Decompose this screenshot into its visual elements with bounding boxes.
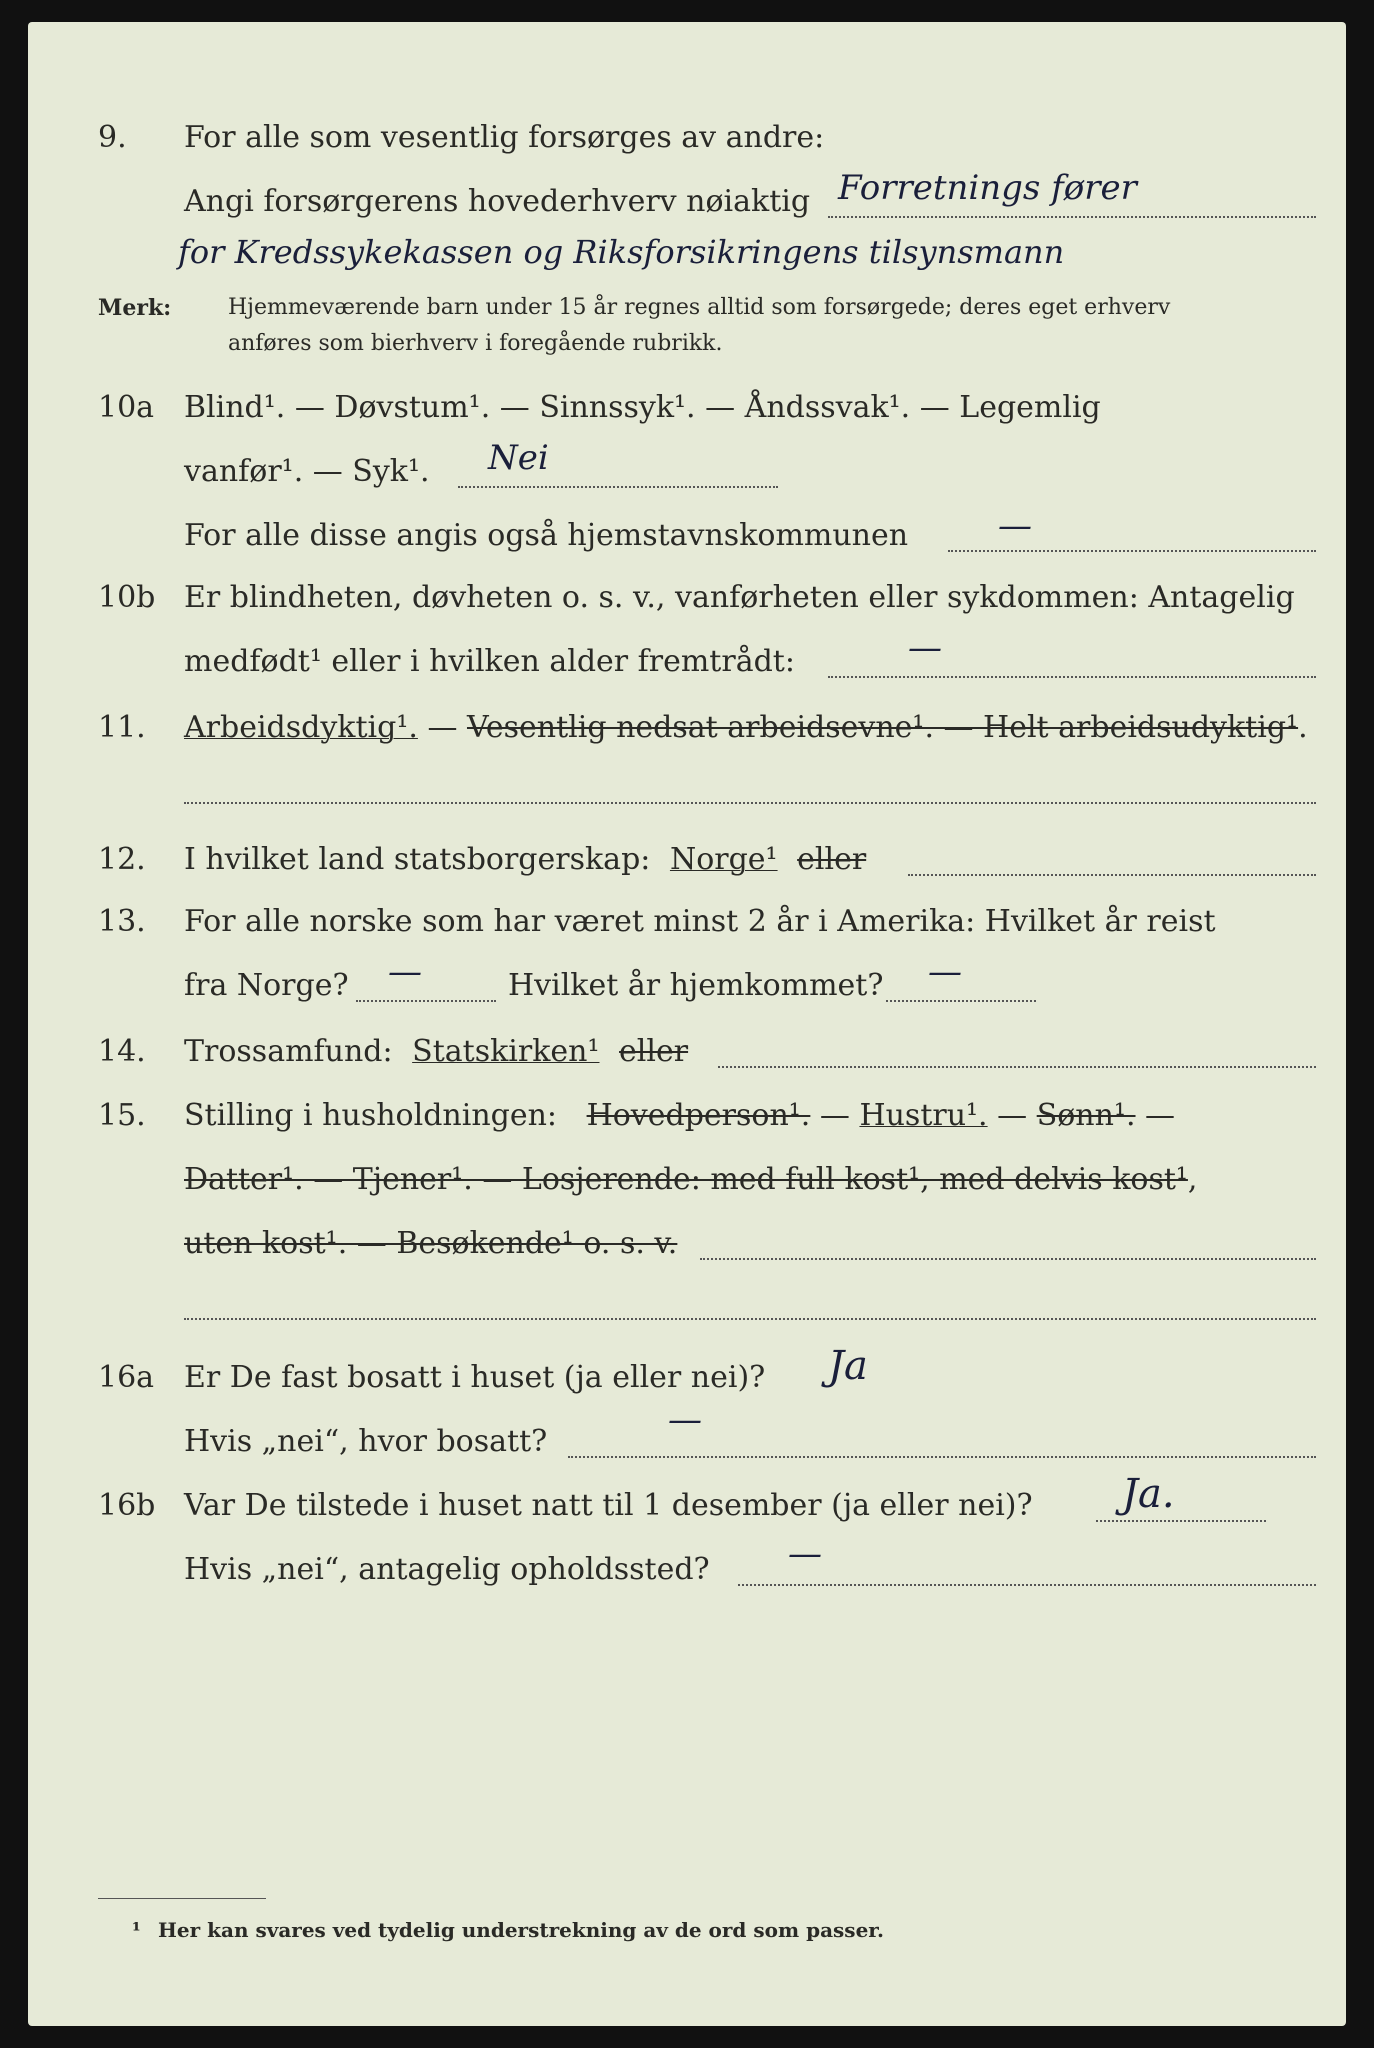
- note-label: Merk:: [98, 295, 172, 321]
- footnote-rule: [98, 1898, 266, 1899]
- question-text: Hvis „nei“, hvor bosatt?: [184, 1424, 548, 1459]
- answer-line: [356, 1000, 496, 1002]
- note-text: anføres som bierhverv i foregående rubrikk.: [228, 331, 723, 356]
- census-form-page: [28, 22, 1346, 2026]
- answer-line: [828, 676, 1316, 678]
- handwritten-answer: Ja: [828, 1343, 868, 1389]
- question-number: 16a: [98, 1360, 155, 1395]
- question-text: vanfør¹. — Syk¹.: [184, 454, 430, 489]
- question-text: For alle disse angis også hjemstavnskommunen: [184, 518, 909, 553]
- answer-line: [1096, 1520, 1266, 1522]
- option-struck: eller: [619, 1034, 689, 1069]
- separator: —: [987, 1098, 1037, 1133]
- question-number: 9.: [98, 120, 127, 155]
- separator: —: [1135, 1098, 1176, 1133]
- question-text: fra Norge?: [184, 968, 349, 1003]
- footnote-mark: ¹: [132, 1918, 141, 1942]
- end-mark: .: [1298, 710, 1308, 745]
- question-text: For alle norske som har været minst 2 år i Amerika: Hvilket år reist: [184, 904, 1216, 939]
- option-selected: Arbeidsdyktig¹.: [184, 710, 418, 745]
- option-struck: Sønn¹.: [1036, 1098, 1136, 1133]
- handwritten-answer: —: [668, 1400, 702, 1440]
- handwritten-answer: for Kredssykekassen og Riksforsikringens tilsynsmann: [178, 233, 1065, 271]
- answer-line: [184, 1318, 1316, 1320]
- question-options: [184, 1032, 688, 1072]
- answer-line: [184, 802, 1316, 804]
- question-text: Hvis „nei“, antagelig opholdssted?: [184, 1552, 710, 1587]
- answer-line: [828, 216, 1316, 218]
- handwritten-answer: —: [998, 506, 1032, 546]
- answer-line: [568, 1456, 1316, 1458]
- question-label: Trossamfund:: [184, 1034, 393, 1069]
- question-number: 13.: [98, 904, 146, 939]
- question-number: 15.: [98, 1098, 146, 1133]
- handwritten-answer: —: [788, 1534, 822, 1574]
- question-label: I hvilket land statsborgerskap:: [184, 842, 651, 877]
- handwritten-answer: —: [908, 628, 942, 668]
- answer-line: [700, 1258, 1316, 1260]
- handwritten-answer: —: [388, 952, 422, 992]
- answer-line: [886, 1000, 1036, 1002]
- answer-line: [458, 486, 778, 488]
- question-text: Var De tilstede i huset natt til 1 desember (ja eller nei)?: [184, 1488, 1033, 1523]
- question-number: 14.: [98, 1034, 146, 1069]
- question-text: Er blindheten, døvheten o. s. v., vanførheten eller sykdommen: Antagelig: [184, 580, 1295, 615]
- question-number: 11.: [98, 710, 146, 745]
- option-struck: Hovedperson¹.: [586, 1098, 811, 1133]
- option-struck: eller: [797, 842, 867, 877]
- option-selected: Hustru¹.: [859, 1098, 988, 1133]
- question-text: Blind¹. — Døvstum¹. — Sinnssyk¹. — Åndssvak¹. — Legemlig: [184, 390, 1101, 425]
- separator: —: [810, 1098, 860, 1133]
- end-mark: ,: [1187, 1162, 1198, 1197]
- question-options: [184, 708, 1308, 748]
- question-text: Er De fast bosatt i huset (ja eller nei)?: [184, 1360, 766, 1395]
- question-number: 10b: [98, 580, 156, 615]
- question-text: Hvilket år hjemkommet?: [508, 968, 884, 1003]
- handwritten-answer: Nei: [488, 438, 549, 478]
- question-number: 12.: [98, 842, 146, 877]
- option-struck: Datter¹. — Tjener¹. — Losjerende: med full kost¹, med delvis kost¹: [184, 1162, 1188, 1197]
- handwritten-answer: Ja.: [1122, 1471, 1175, 1517]
- option-struck: uten kost¹. — Besøkende¹ o. s. v.: [184, 1226, 678, 1261]
- question-text: medfødt¹ eller i hvilken alder fremtrådt:: [184, 644, 795, 679]
- answer-line: [738, 1584, 1316, 1586]
- note-text: Hjemmeværende barn under 15 år regnes alltid som forsørgede; deres eget erhverv: [228, 295, 1171, 320]
- question-label: Angi forsørgerens hovederhverv nøiaktig: [184, 184, 811, 219]
- handwritten-answer: —: [928, 952, 962, 992]
- handwritten-answer: Forretnings fører: [838, 168, 1137, 208]
- answer-line: [908, 874, 1316, 876]
- option-struck: Vesentlig nedsat arbeidsevne¹. — Helt arbeidsudyktig¹: [466, 710, 1299, 745]
- question-number: 10a: [98, 390, 155, 425]
- separator: —: [417, 710, 467, 745]
- question-label: Stilling i husholdningen:: [184, 1098, 558, 1133]
- question-text: For alle som vesentlig forsørges av andre:: [184, 120, 825, 155]
- question-options: [184, 1096, 1175, 1136]
- option-selected: Norge¹: [669, 842, 778, 877]
- answer-line: [718, 1066, 1316, 1068]
- answer-line: [948, 550, 1316, 552]
- footnote-text: Her kan svares ved tydelig understrekning av de ord som passer.: [158, 1918, 884, 1942]
- question-options: [184, 840, 866, 880]
- option-selected: Statskirken¹: [412, 1034, 600, 1069]
- question-number: 16b: [98, 1488, 156, 1523]
- question-options: [184, 1160, 1197, 1200]
